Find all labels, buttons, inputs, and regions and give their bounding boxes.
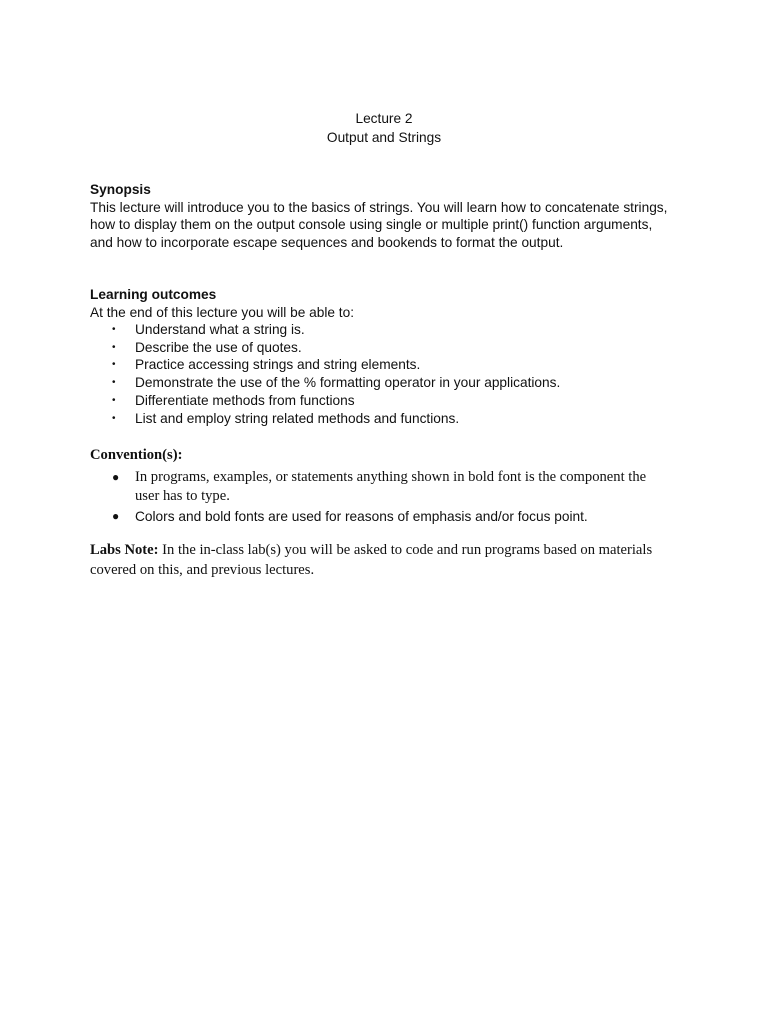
list-item-text: Differentiate methods from functions	[135, 392, 355, 408]
bullet-icon: •	[112, 394, 116, 406]
bullet-icon: ●	[112, 469, 120, 484]
synopsis-line-2: how to display them on the output console using single or multiple print() function arguments,	[90, 217, 653, 232]
labs-note-label: Labs Note:	[90, 542, 159, 558]
list-item	[90, 374, 690, 392]
learning-outcomes-section	[90, 286, 690, 427]
list-item	[90, 410, 690, 428]
list-item	[90, 392, 690, 410]
list-item	[90, 321, 690, 339]
list-item	[90, 507, 690, 526]
bullet-icon: •	[112, 412, 116, 424]
list-item-text: Demonstrate the use of the % formatting operator in your applications.	[135, 375, 561, 391]
lecture-title: Output and Strings	[326, 130, 442, 145]
document-title	[0, 109, 768, 147]
list-item	[90, 468, 690, 507]
labs-note-line-1	[90, 541, 690, 561]
synopsis-heading: Synopsis	[90, 182, 151, 197]
convention-1-line-2: user has to type.	[135, 488, 230, 504]
lecture-number: Lecture 2	[355, 111, 413, 126]
synopsis-section	[90, 181, 690, 251]
bullet-icon: •	[112, 359, 116, 371]
conventions-heading: Convention(s):	[90, 447, 183, 463]
labs-note-section	[90, 541, 690, 580]
learning-outcomes-intro: At the end of this lecture you will be able to:	[90, 304, 355, 320]
labs-note-text: In the in-class lab(s) you will be asked to code and run programs based on materials	[158, 542, 653, 558]
conventions-list	[90, 468, 690, 526]
bullet-icon: ●	[112, 508, 120, 523]
convention-1-line-1: In programs, examples, or statements anything shown in bold font is the component the	[135, 468, 647, 485]
synopsis-line-3: and how to incorporate escape sequences and bookends to format the output.	[90, 234, 564, 250]
list-item	[90, 339, 690, 357]
synopsis-line-1: This lecture will introduce you to the basics of strings. You will learn how to concatenate strings,	[90, 199, 668, 215]
learning-outcomes-list	[90, 321, 690, 427]
labs-note-line-2: covered on this, and previous lectures.	[90, 561, 315, 578]
list-item-text: Describe the use of quotes.	[135, 339, 302, 355]
list-item-text: List and employ string related methods and functions.	[135, 410, 460, 426]
conventions-section	[90, 446, 690, 526]
list-item-text: Understand what a string is.	[135, 322, 305, 337]
bullet-icon: •	[112, 341, 116, 353]
bullet-icon: •	[112, 324, 116, 335]
bullet-icon: •	[112, 377, 116, 389]
list-item-text: Practice accessing strings and string elements.	[135, 357, 421, 373]
learning-outcomes-heading: Learning outcomes	[90, 287, 217, 302]
list-item	[90, 356, 690, 374]
convention-2: Colors and bold fonts are used for reasons of emphasis and/or focus point.	[135, 508, 588, 524]
